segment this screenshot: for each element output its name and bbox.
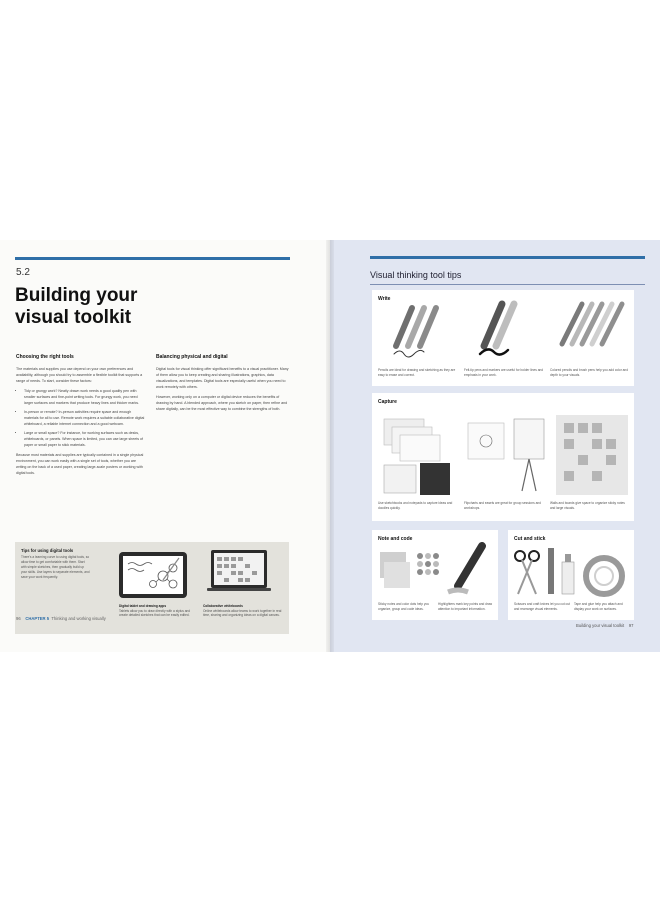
list-item: • In-person or remote? In-person activities require space and enough materials for all to use. Remote work requires a suitable collaborative digital whiteboard, a reliable internet connection and a good webcam. bbox=[24, 409, 146, 427]
tablet-illustration bbox=[119, 552, 187, 598]
column-physical-digital bbox=[156, 354, 290, 416]
whiteboard-grid-icon bbox=[214, 553, 264, 585]
laptop-base bbox=[207, 588, 271, 591]
laptop-screen bbox=[214, 553, 264, 585]
panel-caption: Highlighters mark key points and draw attention to important information. bbox=[438, 602, 493, 611]
caption-text: Online whiteboards allow teams to work together in real time, sharing and organizing ideas on a digital canvas. bbox=[203, 608, 282, 618]
panel-caption: Tape and glue help you attach and display your work on surfaces. bbox=[574, 602, 623, 611]
caption-text: Tablets allow you to draw directly with a stylus and create detailed sketches that can be easily edited. bbox=[119, 608, 191, 618]
panel-caption: Walls and boards give space to organize sticky notes and large visuals. bbox=[550, 501, 625, 510]
chapter-title: Thinking and working visually bbox=[51, 616, 106, 621]
body-paragraph: Because most materials and supplies are typically contained in a single physical environment, you can work easily with a single set of tools, whether you are writing on the back of a used paper, creating large-scale posters or working with digital tools. bbox=[16, 453, 144, 475]
panel-caption: Use sketchbooks and notepads to capture ideas and doodles quickly. bbox=[378, 501, 453, 510]
left-page bbox=[0, 240, 330, 652]
panel-title: Note and code bbox=[378, 536, 413, 542]
page-heading: Visual thinking tool tips bbox=[370, 270, 462, 280]
tip-box-body: There's a learning curve to using digital tools, so allow time to get comfortable with them. Start with simple sketches, then gradually build up your skills. Use layers to separate elements, and save your work frequently. bbox=[21, 555, 90, 579]
book-gutter bbox=[326, 240, 334, 652]
pens-icon bbox=[372, 298, 634, 368]
mind-map-sketch-icon bbox=[123, 556, 183, 594]
caption-title: Collaborative whiteboards bbox=[203, 604, 243, 608]
column-heading: Choosing the right tools bbox=[16, 354, 74, 360]
sticky-notes-icon bbox=[372, 542, 498, 602]
panel-caption: Pencils are ideal for drawing and sketching as they are easy to erase and correct. bbox=[378, 368, 456, 377]
panel-title: Cut and stick bbox=[514, 536, 546, 542]
column-choosing-tools bbox=[16, 354, 146, 480]
chapter-label: CHAPTER 5 bbox=[25, 616, 50, 621]
body-paragraph: Digital tools for visual thinking offer significant benefits to a visual practitioner. Many of them allow you to keep creating and sharing illustrations, graphics, data visualizations, and templates. Digital tools are especially useful when you need to work remotely with others. bbox=[156, 367, 289, 389]
panel-caption: Flipcharts and easels are great for group sessions and workshops. bbox=[464, 501, 541, 510]
section-number: 5.2 bbox=[16, 267, 30, 278]
tablet-screen bbox=[123, 556, 183, 594]
factor-list bbox=[16, 388, 146, 448]
body-paragraph: The materials and supplies you use depend on your own preferences and availability, although you should try to assemble a flexible toolkit that supports a range of needs. To start, consider these factors: bbox=[16, 367, 143, 383]
laptop-caption bbox=[203, 604, 283, 618]
note-and-code-panel bbox=[372, 530, 498, 620]
page-number: 97 bbox=[628, 623, 634, 628]
capture-panel bbox=[372, 393, 634, 521]
page-number: 96 bbox=[16, 616, 21, 621]
panel-caption: Felt-tip pens and markers are useful for bolder lines and emphasis in your work. bbox=[464, 368, 544, 377]
section-rule bbox=[370, 256, 645, 259]
panel-caption: Sticky notes and color dots help you organize, group and code ideas. bbox=[378, 602, 430, 611]
caption-title: Digital tablet and drawing apps bbox=[119, 604, 167, 608]
title-underline bbox=[370, 284, 645, 285]
tip-box-title: Tips for using digital tools bbox=[21, 548, 74, 553]
column-heading: Balancing physical and digital bbox=[156, 354, 228, 360]
left-footer bbox=[16, 616, 106, 621]
panel-caption: Scissors and craft knives let you cut out and rearrange visual elements. bbox=[514, 602, 570, 611]
body-paragraph: However, working only on a computer or digital device reduces the benefits of drawing by hand. A blended approach, where you sketch on paper, then refine and share digitally, can be the most effective way to combine the strengths of both. bbox=[156, 395, 288, 411]
list-item: • Large or small space? For instance, for working surfaces such as desks, whiteboards, or panels. When space is limited, you can use large sheets of paper or small paper to stick materials. bbox=[24, 430, 146, 448]
laptop-illustration bbox=[211, 550, 267, 588]
write-panel bbox=[372, 290, 634, 386]
right-footer bbox=[576, 623, 634, 628]
section-rule bbox=[15, 257, 290, 260]
page-heading: Building your visual toolkit bbox=[15, 285, 138, 328]
tablet-caption bbox=[119, 604, 199, 618]
panel-caption: Colored pencils and brush pens help you add color and depth to your visuals. bbox=[550, 368, 628, 377]
panel-title: Write bbox=[378, 296, 391, 302]
cut-and-stick-panel bbox=[508, 530, 634, 620]
panel-title: Capture bbox=[378, 399, 397, 405]
list-item: • Tidy or grungy work? Neatly drawn work needs a good quality pen with smaller surfaces and fine-point writing tools. For grungy work, you need larger surfaces and markers that produce heavy lines and thicker marks. bbox=[24, 388, 146, 406]
book-spread bbox=[0, 240, 660, 652]
capture-tools-icon bbox=[372, 405, 634, 501]
scissors-tape-icon bbox=[508, 542, 634, 602]
section-label: Building your visual toolkit bbox=[576, 623, 625, 628]
right-page bbox=[330, 240, 660, 652]
